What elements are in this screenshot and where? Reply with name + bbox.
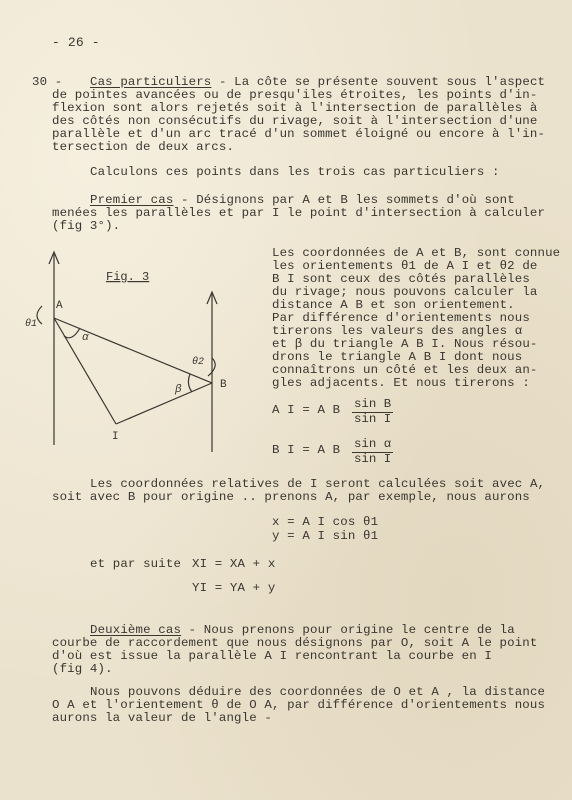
section-line-5: parallèle et d'un arc tracé d'un sommet éloigné ou encore à l'in- [52, 127, 546, 141]
figure-label-i: I [112, 431, 119, 443]
formula-ai-lhs: A I = A B [272, 403, 341, 417]
coords-line-1: Les coordonnées relatives de I seront calculées soit avec A, [90, 477, 546, 491]
right-line-9: drons le triangle A B I dont nous [272, 350, 523, 364]
section-line-4: des côtés non consécutifs du rivage, soit à l'intersection d'une [52, 114, 538, 128]
formula-ai-denominator: sin I [354, 412, 392, 426]
premier-line-1: - Désignons par A et B les sommets d'où sont [173, 193, 515, 207]
equation-X: XI = XA + x [192, 557, 276, 571]
equation-y: y = A I sin θ1 [272, 529, 379, 543]
final-line-2: O A et l'orientement θ de O A, par différence d'orientements nous [52, 698, 546, 712]
right-line-11: gles adjacents. Et nous tirerons : [272, 376, 530, 390]
section-line-3: flexion sont alors rejetés soit à l'intersection de parallèles à [52, 101, 538, 115]
right-line-4: du rivage; nous pouvons calculer la [272, 285, 538, 299]
right-line-7: tirerons les valeurs des angles α [272, 324, 523, 338]
figure-label-theta2: θ2 [192, 357, 205, 368]
figure-label-b: B [220, 379, 227, 391]
premier-line-3: (fig 3°). [52, 219, 121, 233]
figure-label-a: A [56, 300, 63, 312]
figure-label-beta: β [175, 384, 182, 396]
formula-bi-numerator: sin α [354, 437, 392, 451]
angle-theta1-arc [37, 306, 42, 324]
final-line-1: Nous pouvons déduire des coordonnées de O et A , la distance [90, 685, 546, 699]
angle-beta-arc [188, 374, 192, 392]
final-line-3: aurons la valeur de l'angle - [52, 711, 272, 725]
section-line-2: de pointes avancées ou de presqu'iles étroites, les points d'in- [52, 88, 538, 102]
section-number: 30 - [32, 75, 63, 89]
formula-bi-lhs: B I = A B [272, 443, 341, 457]
formula-bi-denominator: sin I [354, 452, 392, 466]
section-line-6: tersection de deux arcs. [52, 140, 235, 154]
right-line-8: et β du triangle A B I. Nous résou- [272, 337, 538, 351]
deuxieme-line-2: courbe de raccordement que nous désignons par O, soit A le point [52, 636, 538, 650]
segment-ib [116, 383, 212, 424]
formula-bi-fraction [352, 438, 393, 466]
figure-3 [20, 240, 245, 465]
formula-ai-numerator: sin B [354, 397, 392, 411]
right-line-1: Les coordonnées de A et B, sont connue [272, 246, 561, 260]
coords-line-2: soit avec B pour origine .. prenons A, par exemple, nous aurons [52, 490, 530, 504]
equation-Y: YI = YA + y [192, 581, 276, 595]
deuxieme-line-3: d'où est issue la parallèle A I rencontrant la courbe en I [52, 649, 492, 663]
section-heading: Cas particuliers [90, 75, 212, 89]
page-number: - 26 - [52, 35, 100, 50]
formula-ai-fraction [352, 398, 393, 426]
right-line-3: B I sont ceux des côtés parallèles [272, 272, 530, 286]
figure-label-alpha: α [82, 332, 89, 344]
premier-heading: Premier cas [90, 193, 174, 207]
angle-alpha-arc [64, 328, 80, 338]
deuxieme-heading: Deuxième cas [90, 623, 182, 637]
figure-title: Fig. 3 [106, 270, 150, 284]
intro-line: Calculons ces points dans les trois cas particuliers : [90, 165, 500, 179]
suite-label: et par suite [90, 557, 182, 571]
segment-ab [54, 318, 212, 383]
premier-line-2: menées les parallèles et par I le point d'intersection à calculer [52, 206, 546, 220]
figure-label-theta1: θ1 [25, 319, 38, 330]
section-line-1: - La côte se présente souvent sous l'aspect [211, 75, 546, 89]
right-line-2: les orientements θ1 de A I et θ2 de [272, 259, 538, 273]
deuxieme-line-4: (fig 4). [52, 662, 113, 676]
right-line-10: connaîtrons un côté et les deux an- [272, 363, 538, 377]
right-line-6: Par différence d'orientements nous [272, 311, 530, 325]
right-line-5: distance A B et son orientement. [272, 298, 515, 312]
equation-x: x = A I cos θ1 [272, 515, 379, 529]
deuxieme-line-1: - Nous prenons pour origine le centre de la [181, 623, 515, 637]
